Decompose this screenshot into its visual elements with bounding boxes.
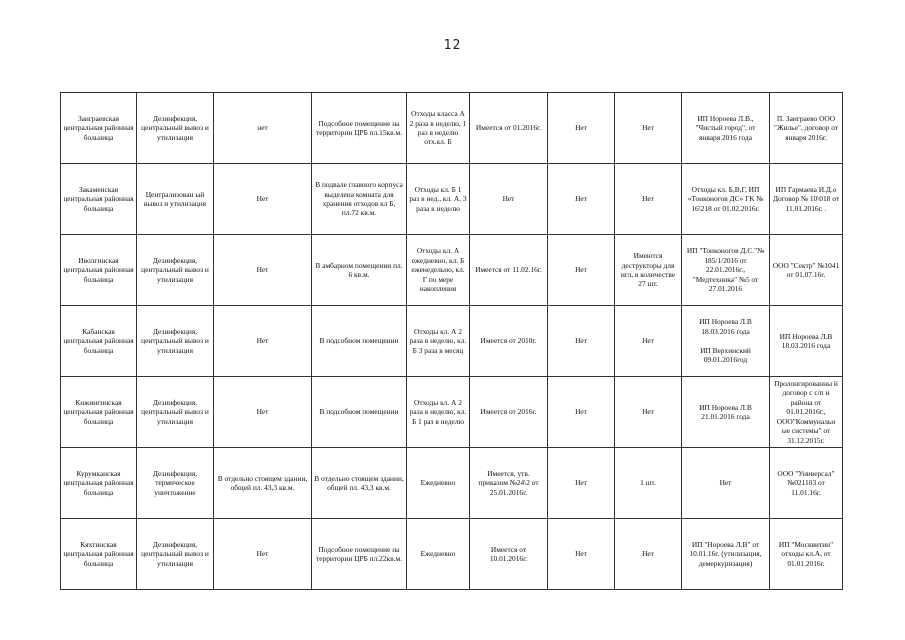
table-cell: Дезинфекция, центральный вывоз и утилизация [137, 306, 214, 377]
table-row [61, 235, 843, 306]
table-cell: В подсобном помещении [312, 377, 407, 448]
table-cell: Нет [682, 448, 770, 519]
table-cell: Пролонгированны й договор с с/п и района от 01.01.2016г., ООО"Коммунальн ые системы" от 31.12.2015г. [770, 377, 843, 448]
table-cell: Дезинфекция, центральный вывоз и утилизация [137, 235, 214, 306]
table-cell: Нет [548, 93, 615, 164]
table-cell: ИП Нороева Л.В., "Чистый город", от января 2016 года [682, 93, 770, 164]
table-cell: Дезинфекция, центральный вывоз и утилизация [137, 93, 214, 164]
table-cell: Дезинфекция, центральный вывоз и утилизация [137, 377, 214, 448]
table-cell: Имеется от 01.2016г. [470, 93, 548, 164]
table-cell: Имеется, утв. приказом №24\2 от 25.01.2016г. [470, 448, 548, 519]
table-cell: нет [214, 93, 312, 164]
table-cell: Дезинфекция, центральный вывоз и утилизация [137, 519, 214, 590]
table-cell: ИП Гармаева И.Д.о Договор № 10\018 от 11.01.2016г. . [770, 164, 843, 235]
table-cell: 1 шт. [615, 448, 682, 519]
table-cell: В отдельно стоящем здании, общей пл. 43,3 кв.м. [214, 448, 312, 519]
table-cell: Курумканская центральная районная больница [61, 448, 137, 519]
table-cell: В подсобном помещении [312, 306, 407, 377]
table-row [61, 448, 843, 519]
table-cell: Отходы кл. А 2 раза в неделю, кл. Б 1 раз в неделю [407, 377, 470, 448]
table-cell: П. Заиграево ООО "Жилье", договор от января 2016г. [770, 93, 843, 164]
table-cell: Отходы кл. Б 1 раз в нед., кл. А. 3 раза в неделю [407, 164, 470, 235]
table-row [61, 93, 843, 164]
table-cell: Нет [615, 519, 682, 590]
table-cell: Дезинфекция, термическое уничтожение [137, 448, 214, 519]
table-cell: Отходы кл. А ежедневно, кл. Б еженедельно, кл. Г по мере накопления [407, 235, 470, 306]
table-cell: Нет [548, 235, 615, 306]
table-cell: В амбарном помещении пл. 6 кв.м. [312, 235, 407, 306]
table-cell: Кабанская центральная районная больница [61, 306, 137, 377]
table-row [61, 306, 843, 377]
table-cell: Кижингинская центральная районная больница [61, 377, 137, 448]
table-cell: ООО "Сектр" №1041 от 01.07.16г. [770, 235, 843, 306]
table-cell: Имеется от 11.02.16г. [470, 235, 548, 306]
table-cell: Нет [548, 164, 615, 235]
table-cell: Нет [615, 93, 682, 164]
table-row [61, 519, 843, 590]
table-cell: ИП "Москвитин" отходы кл.А, от 01.01.2016г. [770, 519, 843, 590]
table-cell: Отходы класса А 2 раза в неделю, 1 раз в неделю отх.кл. Б [407, 93, 470, 164]
table-cell: Заиграевская центральная районная больница [61, 93, 137, 164]
table-cell: Имеется от 2010г. [470, 306, 548, 377]
table-cell: Нет [214, 377, 312, 448]
table-cell: Нет [470, 164, 548, 235]
table-cell: Нет [615, 306, 682, 377]
table-cell: ИП Нороева Л.В 18.03.2016 года ИП Верхинский 09.01.2016год [682, 306, 770, 377]
table-cell: Нет [214, 235, 312, 306]
table-cell: Иволгинская центральная районная больница [61, 235, 137, 306]
table-cell: Ежедневно [407, 519, 470, 590]
table-cell: В подвале главного корпуса выделена комната для хранения отходов кл Б, пл.72 кв.м. [312, 164, 407, 235]
table-cell: ООО "Универсал" №021103 от 11.01.16г. [770, 448, 843, 519]
table-cell: Закаменская центральная районная больница [61, 164, 137, 235]
table-cell: В отдельно стоящем здании, общей пл. 43,3 кв.м. [312, 448, 407, 519]
table-cell: Нет [615, 164, 682, 235]
table-cell: Имеются деструкторы для игл, в количестве 27 шт. [615, 235, 682, 306]
table-cell: Имеется от 10.01.2016г. [470, 519, 548, 590]
table-cell: Отходы кл. Б,В,Г, ИП «Тонконогов ДС» ГК № 16\218 от 01.02.2016г. [682, 164, 770, 235]
table-cell: ИП Нороева Л.В 21.01.2016 года [682, 377, 770, 448]
table-body [61, 93, 843, 590]
table-cell: ИП "Тонконогов Д.С."№ 185/1/2016 от 22.01.2016г., "Медтехника" №5 от 27.01.2016 [682, 235, 770, 306]
table-cell: Нет [548, 519, 615, 590]
table-cell: Нет [548, 377, 615, 448]
waste-management-table [60, 92, 843, 590]
table-cell: Централизован ый вывоз и утилизация [137, 164, 214, 235]
table-cell: Нет [214, 306, 312, 377]
table-cell: ИП Нороева Л.В 18.03.2016 года [770, 306, 843, 377]
table-cell: Нет [214, 519, 312, 590]
table-cell: Ежедневно [407, 448, 470, 519]
table-cell: Нет [548, 306, 615, 377]
table-cell: Кяхтинская центральная районная больница [61, 519, 137, 590]
table-cell: Нет [615, 377, 682, 448]
table-row [61, 164, 843, 235]
table-cell: Подсобное помещение на территории ЦРБ пл.15кв.м. [312, 93, 407, 164]
table-cell: Отходы кл. А 2 раза в неделю, кл. Б 3 раза в месяц [407, 306, 470, 377]
table-cell: Имеется от 2016г. [470, 377, 548, 448]
table-cell: Нет [214, 164, 312, 235]
table-cell: ИП "Нороева Л.В" от 10.01.16г. (утилизация, демеркуризация) [682, 519, 770, 590]
table-row [61, 377, 843, 448]
page-number: 12 [443, 38, 462, 53]
table-cell: Подсобное помещение на территории ЦРБ пл.22кв.м. [312, 519, 407, 590]
table-cell: Нет [548, 448, 615, 519]
